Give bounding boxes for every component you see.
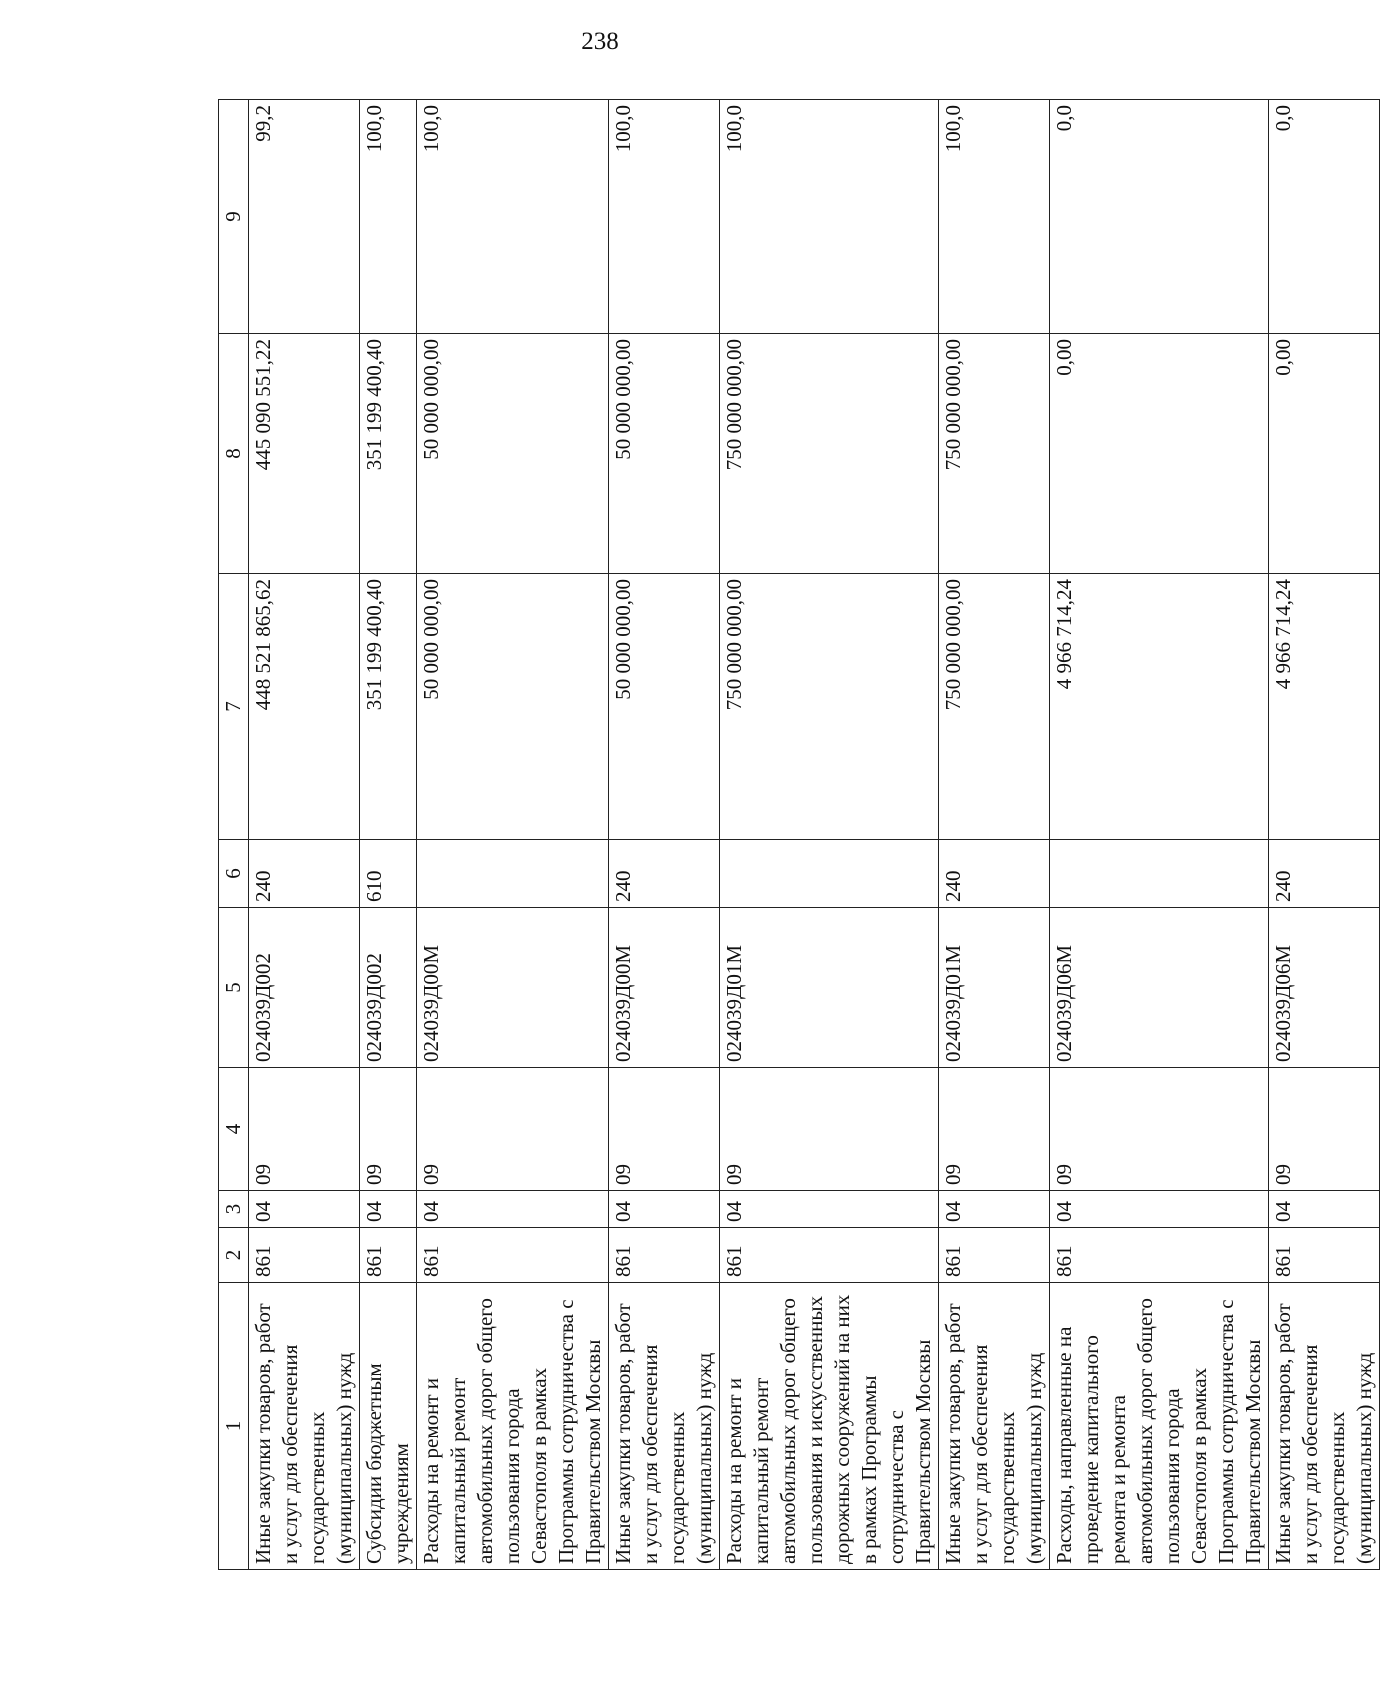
table-cell-col-7: 50 000 000,00: [609, 574, 720, 840]
table-cell-col-4: 09: [720, 1068, 939, 1191]
column-header-9: 9: [219, 100, 249, 334]
table-cell-col-3: 04: [1269, 1191, 1380, 1228]
table-cell-col-7: 750 000 000,00: [720, 574, 939, 840]
column-header-3: 3: [219, 1191, 249, 1228]
table-cell-col-4: 09: [360, 1068, 417, 1191]
table-row: [939, 100, 1050, 1570]
table-cell-col-9: 100,0: [417, 100, 609, 334]
column-header-6: 6: [219, 840, 249, 908]
table-cell-col-2: 861: [1050, 1228, 1269, 1283]
table-cell-col-9: 99,2: [249, 100, 360, 334]
table-cell-col-4: 09: [1050, 1068, 1269, 1191]
table-cell-col-6: 240: [939, 840, 1050, 908]
table-cell-col-2: 861: [1269, 1228, 1380, 1283]
table-cell-col-9: 100,0: [360, 100, 417, 334]
budget-table: [218, 99, 1380, 1570]
table-cell-col-7: 50 000 000,00: [417, 574, 609, 840]
table-cell-col-7: 4 966 714,24: [1050, 574, 1269, 840]
table-cell-col-8: 0,00: [1269, 334, 1380, 574]
table-cell-col-8: 351 199 400,40: [360, 334, 417, 574]
table-cell-col-9: 0,0: [1269, 100, 1380, 334]
table-cell-col-2: 861: [360, 1228, 417, 1283]
table-cell-col-5: 024039Д06М: [1269, 908, 1380, 1068]
table-cell-col-1: Иные закупки товаров, работ и услуг для обеспечения государственных (муниципальных) нужд: [939, 1283, 1050, 1570]
table-row: [720, 100, 939, 1570]
table-cell-col-5: 024039Д002: [249, 908, 360, 1068]
table-cell-col-1: Иные закупки товаров, работ и услуг для обеспечения государственных (муниципальных) нужд: [249, 1283, 360, 1570]
column-header-5: 5: [219, 908, 249, 1068]
table-cell-col-1: Субсидии бюджетным учреждениям: [360, 1283, 417, 1570]
table-cell-col-2: 861: [609, 1228, 720, 1283]
table-cell-col-7: 448 521 865,62: [249, 574, 360, 840]
table-cell-col-6: 240: [1269, 840, 1380, 908]
table-cell-col-4: 09: [939, 1068, 1050, 1191]
table-cell-col-7: 750 000 000,00: [939, 574, 1050, 840]
table-cell-col-2: 861: [249, 1228, 360, 1283]
table-row: [417, 100, 609, 1570]
table-cell-col-8: 50 000 000,00: [609, 334, 720, 574]
table-cell-col-3: 04: [720, 1191, 939, 1228]
table-row: [1050, 100, 1269, 1570]
table-cell-col-5: 024039Д002: [360, 908, 417, 1068]
table-cell-col-3: 04: [249, 1191, 360, 1228]
table-cell-col-9: 0,0: [1050, 100, 1269, 334]
table-cell-col-6: [1050, 840, 1269, 908]
table-cell-col-1: Иные закупки товаров, работ и услуг для обеспечения государственных (муниципальных) нужд: [1269, 1283, 1380, 1570]
table-cell-col-8: 0,00: [1050, 334, 1269, 574]
table-cell-col-9: 100,0: [939, 100, 1050, 334]
table-row: [609, 100, 720, 1570]
table-cell-col-5: 024039Д00М: [609, 908, 720, 1068]
table-cell-col-8: 50 000 000,00: [417, 334, 609, 574]
table-cell-col-2: 861: [720, 1228, 939, 1283]
table-cell-col-4: 09: [609, 1068, 720, 1191]
table-cell-col-1: Расходы на ремонт и капитальный ремонт автомобильных дорог общего пользования и искусственных дорожных сооружений на них в рамках Программы сотрудничества с Правительством Москвы: [720, 1283, 939, 1570]
table-cell-col-3: 04: [939, 1191, 1050, 1228]
table-row: [249, 100, 360, 1570]
table-cell-col-2: 861: [939, 1228, 1050, 1283]
table-cell-col-2: 861: [417, 1228, 609, 1283]
table-cell-col-5: 024039Д01М: [939, 908, 1050, 1068]
table-cell-col-3: 04: [1050, 1191, 1269, 1228]
table-cell-col-1: Расходы на ремонт и капитальный ремонт автомобильных дорог общего пользования города Севастополя в рамках Программы сотрудничества с Правительством Москвы: [417, 1283, 609, 1570]
rotated-table-wrapper: [218, 100, 1376, 1570]
table-cell-col-8: 750 000 000,00: [720, 334, 939, 574]
table-cell-col-7: 351 199 400,40: [360, 574, 417, 840]
table-cell-col-6: [720, 840, 939, 908]
table-body: [219, 100, 1380, 1570]
table-cell-col-6: [417, 840, 609, 908]
header-row: [219, 100, 249, 1570]
table-cell-col-3: 04: [417, 1191, 609, 1228]
column-header-8: 8: [219, 334, 249, 574]
table-cell-col-6: 240: [609, 840, 720, 908]
table-cell-col-6: 240: [249, 840, 360, 908]
table-cell-col-7: 4 966 714,24: [1269, 574, 1380, 840]
table-cell-col-6: 610: [360, 840, 417, 908]
table-cell-col-3: 04: [360, 1191, 417, 1228]
table-cell-col-8: 750 000 000,00: [939, 334, 1050, 574]
column-header-4: 4: [219, 1068, 249, 1191]
table-cell-col-5: 024039Д00М: [417, 908, 609, 1068]
table-cell-col-9: 100,0: [720, 100, 939, 334]
page-number: 238: [581, 28, 619, 55]
table-cell-col-4: 09: [1269, 1068, 1380, 1191]
table-cell-col-4: 09: [417, 1068, 609, 1191]
table-cell-col-9: 100,0: [609, 100, 720, 334]
table-cell-col-4: 09: [249, 1068, 360, 1191]
table-cell-col-3: 04: [609, 1191, 720, 1228]
table-cell-col-8: 445 090 551,22: [249, 334, 360, 574]
column-header-2: 2: [219, 1228, 249, 1283]
column-header-7: 7: [219, 574, 249, 840]
table-row: [1269, 100, 1380, 1570]
column-header-1: 1: [219, 1283, 249, 1570]
table-cell-col-5: 024039Д01М: [720, 908, 939, 1068]
table-row: [360, 100, 417, 1570]
table-cell-col-1: Иные закупки товаров, работ и услуг для обеспечения государственных (муниципальных) нужд: [609, 1283, 720, 1570]
table-cell-col-1: Расходы, направленные на проведение капитального ремонта и ремонта автомобильных дорог общего пользования города Севастополя в рамках Программы сотрудничества с Правительством Москвы: [1050, 1283, 1269, 1570]
table-cell-col-5: 024039Д06М: [1050, 908, 1269, 1068]
